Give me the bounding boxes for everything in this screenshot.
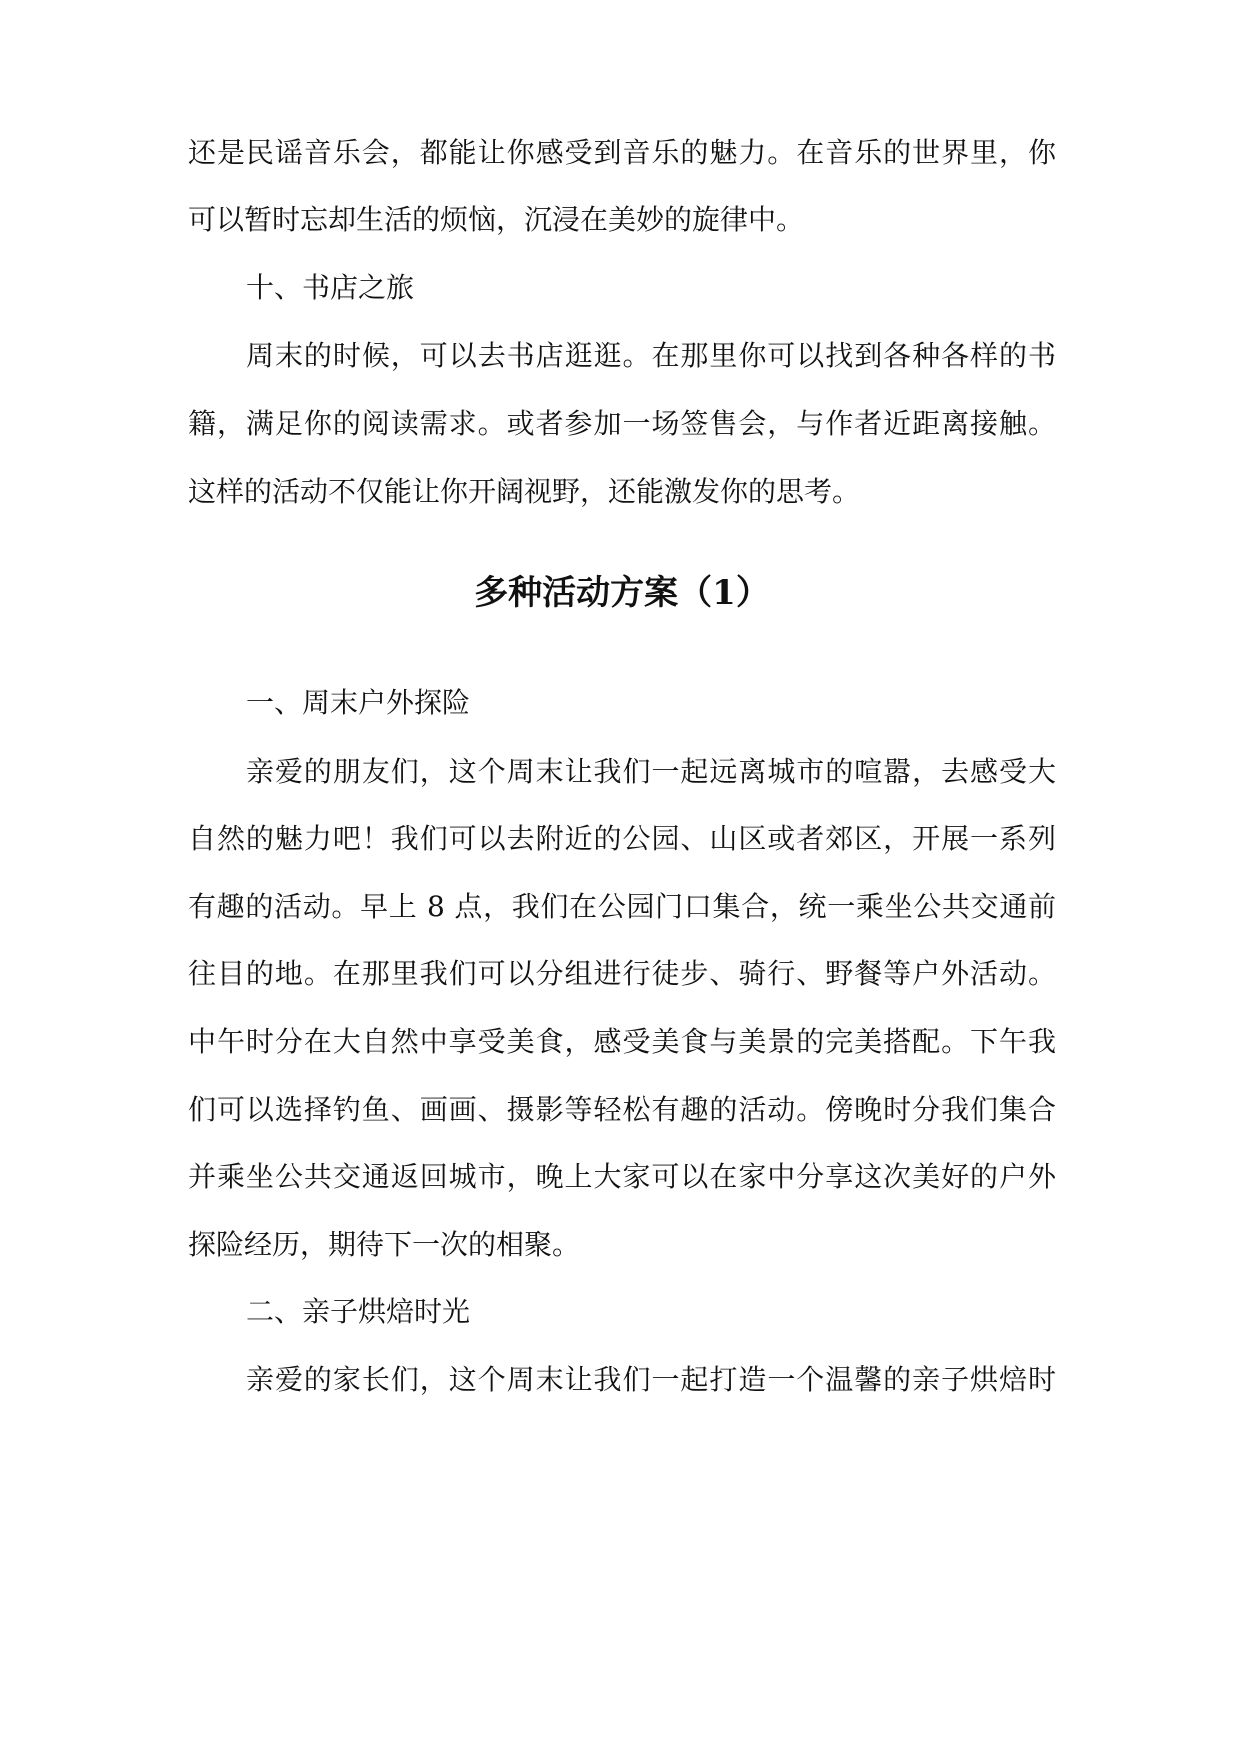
paragraph-line: 自然的魅力吧！我们可以去附近的公园、山区或者郊区，开展一系列	[188, 822, 1056, 855]
paragraph-line: 这样的活动不仅能让你开阔视野，还能激发你的思考。	[188, 475, 861, 508]
paragraph-line: 亲爱的家长们，这个周末让我们一起打造一个温馨的亲子烘焙时	[246, 1363, 1056, 1396]
section-heading-baking: 二、亲子烘焙时光	[246, 1295, 471, 1328]
paragraph-line: 们可以选择钓鱼、画画、摄影等轻松有趣的活动。傍晚时分我们集合	[188, 1093, 1056, 1126]
paragraph-line: 可以暂时忘却生活的烦恼，沉浸在美妙的旋律中。	[188, 203, 805, 236]
paragraph-line: 并乘坐公共交通返回城市，晚上大家可以在家中分享这次美好的户外	[188, 1160, 1056, 1193]
paragraph-line: 有趣的活动。早上 8 点，我们在公园门口集合，统一乘坐公共交通前	[188, 890, 1056, 923]
paragraph-line: 还是民谣音乐会，都能让你感受到音乐的魅力。在音乐的世界里，你	[188, 136, 1056, 169]
paragraph-line: 亲爱的朋友们，这个周末让我们一起远离城市的喧嚣，去感受大	[246, 755, 1056, 788]
section-heading-outdoor: 一、周末户外探险	[246, 686, 471, 719]
paragraph-line: 往目的地。在那里我们可以分组进行徒步、骑行、野餐等户外活动。	[188, 957, 1056, 990]
document-title: 多种活动方案（1）	[474, 573, 770, 613]
paragraph-line: 籍，满足你的阅读需求。或者参加一场签售会，与作者近距离接触。	[188, 407, 1056, 440]
section-heading-bookstore: 十、书店之旅	[246, 271, 415, 304]
paragraph-line: 周末的时候，可以去书店逛逛。在那里你可以找到各种各样的书	[246, 339, 1056, 372]
paragraph-line: 探险经历，期待下一次的相聚。	[188, 1228, 581, 1261]
paragraph-line: 中午时分在大自然中享受美食，感受美食与美景的完美搭配。下午我	[188, 1025, 1056, 1058]
